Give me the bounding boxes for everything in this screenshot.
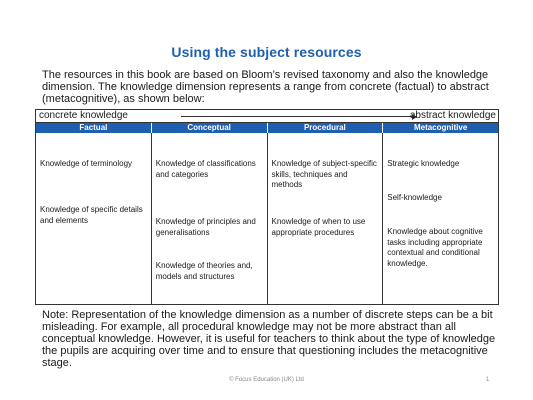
column-factual	[36, 133, 152, 305]
header-conceptual: Conceptual	[152, 123, 268, 133]
cell-item: Knowledge of principles and generalisations	[155, 217, 256, 237]
page-number: 1	[486, 377, 490, 383]
knowledge-dimension-table	[35, 109, 499, 305]
cell-item: Knowledge about cognitive tasks including appropriate contextual and conditional knowledge.	[387, 227, 483, 268]
cell-item: Knowledge of specific details and elements	[40, 205, 143, 225]
page-title: Using the subject resources	[171, 44, 362, 60]
intro-paragraph: The resources in this book are based on Bloom’s revised taxonomy and also the knowledge dimension. The knowledge dimension represents a range from concrete (factual) to abstract (metacognitive), as shown below:	[42, 69, 489, 105]
note-paragraph: Note: Representation of the knowledge dimension as a number of discrete steps can be a bit misleading. For example, all procedural knowledge may not be more abstract than all conceptual knowledge. However, it is useful for teachers to think about the type of knowledge the pupils are acquiring over time and to ensure that questioning includes the metacognitive stage.	[42, 309, 496, 369]
header-factual: Factual	[36, 123, 152, 133]
scale-arrow-icon	[181, 116, 416, 117]
footer-copyright: © Focus Education (UK) Ltd	[229, 377, 304, 383]
column-conceptual	[152, 133, 268, 305]
knowledge-scale	[36, 110, 498, 123]
cell-item: Self-knowledge	[387, 193, 442, 202]
table-body-row	[36, 133, 498, 305]
table-header-row	[36, 123, 498, 133]
scale-right-label: abstract knowledge	[409, 110, 496, 121]
cell-item: Knowledge of theories and, models and structures	[155, 261, 253, 281]
cell-item: Strategic knowledge	[387, 159, 460, 168]
cell-item: Knowledge of subject-specific skills, techniques and methods	[271, 159, 377, 189]
cell-item: Knowledge of when to use appropriate procedures	[271, 217, 366, 237]
column-metacognitive	[383, 133, 498, 305]
column-procedural	[268, 133, 384, 305]
cell-item: Knowledge of terminology	[40, 159, 133, 168]
scale-left-label: concrete knowledge	[39, 110, 128, 121]
cell-item: Knowledge of classifications and categories	[155, 159, 256, 179]
header-metacognitive: Metacognitive	[413, 123, 468, 132]
header-procedural: Procedural	[268, 123, 384, 133]
